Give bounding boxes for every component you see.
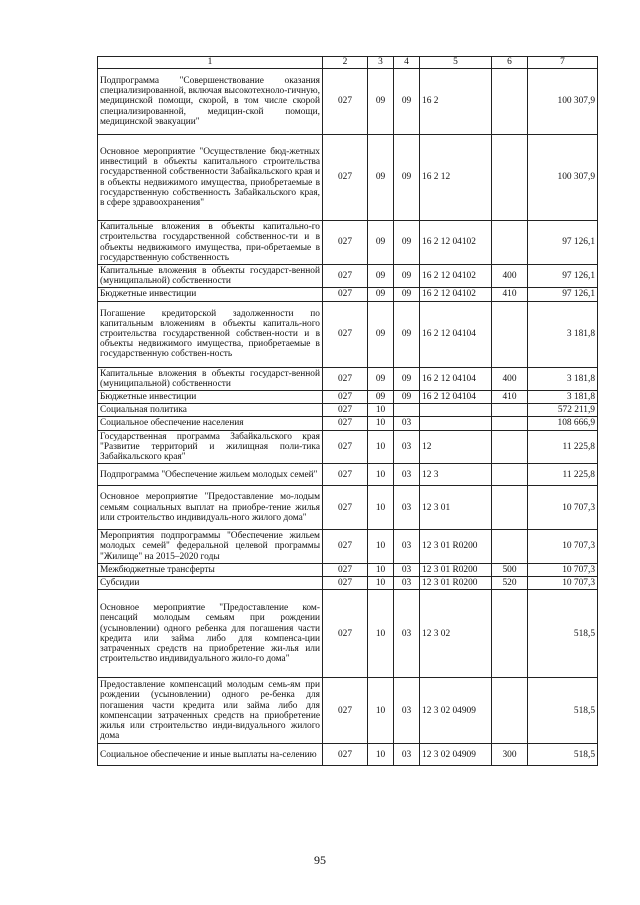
cell-admin-code: 027	[323, 265, 368, 288]
cell-admin-code: 027	[323, 464, 368, 486]
cell-target-article: 12 3 01 R0200	[420, 563, 492, 576]
cell-expense-type	[492, 404, 528, 417]
cell-expense-type	[492, 590, 528, 678]
cell-admin-code: 027	[323, 69, 368, 135]
row-name: Капитальные вложения в объекты государст-венной (муниципальной) собственности	[98, 265, 323, 288]
row-name: Погашение кредиторской задолженности по капитальным вложениям в объекты капиталь-ного строительства государственной собствен-ности и в объекты недвижимого имущества, приобретаемые в государственную собствен-ность	[98, 301, 323, 367]
table-body	[98, 69, 598, 766]
cell-expense-type	[492, 678, 528, 744]
table-row	[98, 69, 598, 135]
table-row	[98, 486, 598, 530]
cell-amount: 100 307,9	[528, 69, 598, 135]
row-name: Межбюджетные трансферты	[98, 563, 323, 576]
cell-section: 09	[368, 367, 394, 390]
cell-section: 09	[368, 288, 394, 301]
table-row	[98, 417, 598, 430]
cell-target-article: 12 3 02 04909	[420, 744, 492, 766]
cell-subsection: 09	[394, 265, 420, 288]
cell-target-article: 16 2 12 04104	[420, 301, 492, 367]
row-name: Основное мероприятие "Предоставление ком-пенсаций молодым семьям при рождении (усыновлении) одного ребенка для погашения части кредита или займа либо для компенса-ции затраченных средств на приобретение жи-лья или строительство индивидуального жило-го дома"	[98, 590, 323, 678]
cell-subsection: 03	[394, 430, 420, 464]
table-row	[98, 301, 598, 367]
cell-amount: 3 181,8	[528, 301, 598, 367]
cell-section: 10	[368, 530, 394, 564]
table-row	[98, 430, 598, 464]
cell-section: 09	[368, 221, 394, 265]
column-header: 7	[528, 57, 598, 69]
column-header: 4	[394, 57, 420, 69]
cell-subsection: 03	[394, 590, 420, 678]
row-name: Социальное обеспечение населения	[98, 417, 323, 430]
cell-target-article: 12 3 02	[420, 590, 492, 678]
cell-subsection: 03	[394, 486, 420, 530]
cell-expense-type: 500	[492, 563, 528, 576]
cell-section: 10	[368, 464, 394, 486]
table-row	[98, 265, 598, 288]
cell-admin-code: 027	[323, 288, 368, 301]
cell-target-article: 16 2 12 04102	[420, 265, 492, 288]
cell-section: 09	[368, 265, 394, 288]
cell-amount: 10 707,3	[528, 577, 598, 590]
cell-expense-type: 520	[492, 577, 528, 590]
row-name: Государственная программа Забайкальского края "Развитие территорий и жилищная поли-тика Забайкальского края"	[98, 430, 323, 464]
cell-subsection: 09	[394, 288, 420, 301]
cell-amount: 518,5	[528, 678, 598, 744]
page-number: 95	[314, 853, 326, 867]
cell-section: 10	[368, 563, 394, 576]
cell-subsection: 03	[394, 464, 420, 486]
table-row	[98, 404, 598, 417]
cell-expense-type: 410	[492, 391, 528, 404]
cell-target-article: 12 3 01 R0200	[420, 530, 492, 564]
cell-section: 09	[368, 69, 394, 135]
cell-subsection: 09	[394, 301, 420, 367]
cell-amount: 108 666,9	[528, 417, 598, 430]
row-name: Бюджетные инвестиции	[98, 391, 323, 404]
cell-admin-code: 027	[323, 430, 368, 464]
cell-subsection: 03	[394, 417, 420, 430]
cell-subsection: 09	[394, 367, 420, 390]
cell-amount: 97 126,1	[528, 265, 598, 288]
cell-expense-type	[492, 69, 528, 135]
cell-admin-code: 027	[323, 404, 368, 417]
cell-expense-type	[492, 430, 528, 464]
cell-target-article: 16 2 12 04102	[420, 221, 492, 265]
cell-amount: 97 126,1	[528, 288, 598, 301]
cell-target-article: 12	[420, 430, 492, 464]
table-row	[98, 530, 598, 564]
row-name: Подпрограмма "Совершенствование оказания специализированной, включая высокотехноло-гичную, медицинской помощи, скорой, в том числе скорой специализированной, медицин-ской помощи, медицинской эвакуации"	[98, 69, 323, 135]
cell-subsection: 03	[394, 577, 420, 590]
cell-admin-code: 027	[323, 486, 368, 530]
cell-expense-type	[492, 464, 528, 486]
table-row	[98, 744, 598, 766]
cell-admin-code: 027	[323, 678, 368, 744]
header-row	[98, 57, 598, 69]
cell-expense-type: 410	[492, 288, 528, 301]
cell-target-article	[420, 404, 492, 417]
table-row	[98, 135, 598, 221]
column-header: 2	[323, 57, 368, 69]
cell-admin-code: 027	[323, 391, 368, 404]
cell-section: 10	[368, 744, 394, 766]
cell-expense-type: 400	[492, 265, 528, 288]
table-row	[98, 221, 598, 265]
table-row	[98, 678, 598, 744]
cell-section: 10	[368, 486, 394, 530]
table-row	[98, 563, 598, 576]
cell-amount: 10 707,3	[528, 563, 598, 576]
table-row	[98, 464, 598, 486]
cell-amount: 10 707,3	[528, 530, 598, 564]
row-name: Субсидии	[98, 577, 323, 590]
cell-amount: 572 211,9	[528, 404, 598, 417]
cell-admin-code: 027	[323, 417, 368, 430]
cell-expense-type: 400	[492, 367, 528, 390]
row-name: Капитальные вложения в объекты государст-венной (муниципальной) собственности	[98, 367, 323, 390]
cell-target-article: 16 2 12 04104	[420, 391, 492, 404]
column-header: 1	[98, 57, 323, 69]
cell-amount: 518,5	[528, 744, 598, 766]
cell-admin-code: 027	[323, 744, 368, 766]
table-row	[98, 590, 598, 678]
cell-target-article: 16 2 12 04104	[420, 367, 492, 390]
cell-subsection: 03	[394, 744, 420, 766]
cell-subsection: 09	[394, 391, 420, 404]
cell-amount: 97 126,1	[528, 221, 598, 265]
cell-amount: 11 225,8	[528, 464, 598, 486]
cell-expense-type	[492, 221, 528, 265]
cell-target-article: 12 3	[420, 464, 492, 486]
cell-admin-code: 027	[323, 367, 368, 390]
column-header: 6	[492, 57, 528, 69]
cell-target-article: 16 2 12 04102	[420, 288, 492, 301]
cell-section: 09	[368, 135, 394, 221]
table-row	[98, 367, 598, 390]
cell-amount: 10 707,3	[528, 486, 598, 530]
cell-section: 10	[368, 430, 394, 464]
cell-target-article: 12 3 02 04909	[420, 678, 492, 744]
column-header: 5	[420, 57, 492, 69]
table-row	[98, 288, 598, 301]
cell-amount: 11 225,8	[528, 430, 598, 464]
cell-target-article: 12 3 01	[420, 486, 492, 530]
budget-table	[97, 56, 598, 766]
cell-subsection: 03	[394, 563, 420, 576]
cell-admin-code: 027	[323, 221, 368, 265]
cell-expense-type	[492, 486, 528, 530]
cell-amount: 518,5	[528, 590, 598, 678]
cell-admin-code: 027	[323, 577, 368, 590]
cell-subsection: 03	[394, 530, 420, 564]
row-name: Социальная политика	[98, 404, 323, 417]
row-name: Капитальные вложения в объекты капитально-го строительства государственной собственнос-ти и в объекты недвижимого имущества, при-обретаемые в государственную собственность	[98, 221, 323, 265]
cell-subsection: 09	[394, 221, 420, 265]
cell-target-article: 16 2	[420, 69, 492, 135]
cell-admin-code: 027	[323, 301, 368, 367]
table-row	[98, 577, 598, 590]
cell-target-article: 16 2 12	[420, 135, 492, 221]
row-name: Предоставление компенсаций молодым семь-ям при рождении (усыновлении) одного ре-бенка для погашения части кредита или займа либо для компенсации затраченных средств на приобретение жилья или строительство инди-видуального жилого дома	[98, 678, 323, 744]
cell-section: 10	[368, 417, 394, 430]
cell-admin-code: 027	[323, 563, 368, 576]
cell-section: 10	[368, 404, 394, 417]
row-name: Основное мероприятие "Предоставление мо-лодым семьям социальных выплат на приобре-тение жилья или строительство индивидуаль-ного жилого дома"	[98, 486, 323, 530]
cell-subsection: 09	[394, 69, 420, 135]
row-name: Мероприятия подпрограммы "Обеспечение жильем молодых семей" федеральной целевой программы "Жилище" на 2015–2020 годы	[98, 530, 323, 564]
cell-amount: 100 307,9	[528, 135, 598, 221]
cell-expense-type	[492, 135, 528, 221]
cell-section: 10	[368, 590, 394, 678]
cell-subsection: 09	[394, 135, 420, 221]
cell-target-article: 12 3 01 R0200	[420, 577, 492, 590]
row-name: Бюджетные инвестиции	[98, 288, 323, 301]
cell-expense-type	[492, 530, 528, 564]
cell-section: 09	[368, 391, 394, 404]
cell-amount: 3 181,8	[528, 367, 598, 390]
column-header: 3	[368, 57, 394, 69]
table-row	[98, 391, 598, 404]
cell-subsection	[394, 404, 420, 417]
cell-target-article	[420, 417, 492, 430]
cell-expense-type	[492, 301, 528, 367]
cell-subsection: 03	[394, 678, 420, 744]
cell-amount: 3 181,8	[528, 391, 598, 404]
cell-admin-code: 027	[323, 530, 368, 564]
cell-section: 10	[368, 678, 394, 744]
cell-admin-code: 027	[323, 135, 368, 221]
cell-admin-code: 027	[323, 590, 368, 678]
cell-section: 09	[368, 301, 394, 367]
cell-expense-type	[492, 417, 528, 430]
cell-expense-type: 300	[492, 744, 528, 766]
row-name: Социальное обеспечение и иные выплаты на-селению	[98, 744, 323, 766]
row-name: Подпрограмма "Обеспечение жильем молодых семей"	[98, 464, 323, 486]
row-name: Основное мероприятие "Осуществление бюд-жетных инвестиций в объекты капитального строительства государственной собственности Забайкальского края и в объекты недвижимого имущества, приобретаемые в государственную собственность Забайкальского края, в сфере здравоохранения"	[98, 135, 323, 221]
cell-section: 10	[368, 577, 394, 590]
